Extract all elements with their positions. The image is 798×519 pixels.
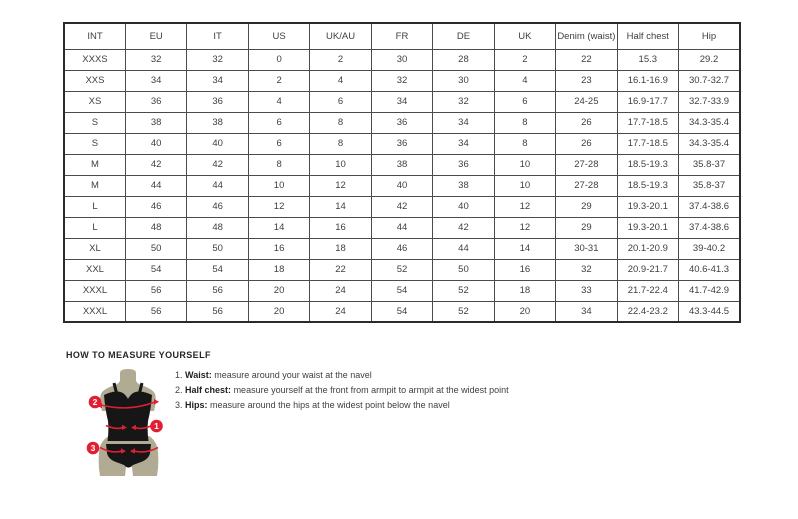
table-cell: 12 xyxy=(494,217,555,238)
table-cell: 32 xyxy=(556,259,617,280)
table-cell: 54 xyxy=(371,301,432,322)
hips-marker xyxy=(87,442,100,455)
table-row xyxy=(64,280,740,301)
table-cell: 20.9-21.7 xyxy=(617,259,678,280)
table-row xyxy=(64,196,740,217)
table-cell: 38 xyxy=(125,112,186,133)
table-cell: 52 xyxy=(371,259,432,280)
table-cell: 4 xyxy=(494,70,555,91)
table-cell: 18 xyxy=(248,259,309,280)
step-text: measure around your waist at the navel xyxy=(214,370,372,380)
table-row xyxy=(64,301,740,322)
table-cell: S xyxy=(64,133,125,154)
table-cell: 20 xyxy=(494,301,555,322)
table-cell: 48 xyxy=(125,217,186,238)
column-header: US xyxy=(248,23,309,49)
table-cell: 24-25 xyxy=(556,91,617,112)
table-cell: 42 xyxy=(433,217,494,238)
step-label: Half chest: xyxy=(185,385,232,395)
table-cell: 46 xyxy=(187,196,248,217)
table-cell: XXS xyxy=(64,70,125,91)
table-cell: 6 xyxy=(310,91,371,112)
table-cell: 42 xyxy=(371,196,432,217)
table-cell: 33 xyxy=(556,280,617,301)
size-chart-body xyxy=(64,49,740,322)
table-cell: 32.7-33.9 xyxy=(679,91,740,112)
table-cell: 52 xyxy=(433,301,494,322)
table-cell: 30-31 xyxy=(556,238,617,259)
table-cell: 44 xyxy=(187,175,248,196)
table-cell: 16 xyxy=(248,238,309,259)
table-cell: 36 xyxy=(371,133,432,154)
table-cell: 16 xyxy=(494,259,555,280)
table-cell: 6 xyxy=(494,91,555,112)
table-cell: 42 xyxy=(187,154,248,175)
table-cell: 44 xyxy=(371,217,432,238)
table-cell: 19.3-20.1 xyxy=(617,196,678,217)
table-cell: 4 xyxy=(310,70,371,91)
table-cell: 26 xyxy=(556,112,617,133)
table-cell: 34 xyxy=(433,133,494,154)
table-cell: 8 xyxy=(310,133,371,154)
table-cell: 48 xyxy=(187,217,248,238)
table-cell: 30 xyxy=(433,70,494,91)
table-cell: 17.7-18.5 xyxy=(617,112,678,133)
table-row xyxy=(64,259,740,280)
table-cell: 28 xyxy=(433,49,494,70)
column-header: Half chest xyxy=(617,23,678,49)
table-cell: 56 xyxy=(125,280,186,301)
table-cell: 24 xyxy=(310,280,371,301)
table-cell: 12 xyxy=(310,175,371,196)
column-header: Denim (waist) xyxy=(556,23,617,49)
table-row xyxy=(64,238,740,259)
column-header: IT xyxy=(187,23,248,49)
table-cell: 50 xyxy=(187,238,248,259)
table-cell: 27-28 xyxy=(556,175,617,196)
table-cell: 10 xyxy=(494,175,555,196)
table-cell: M xyxy=(64,175,125,196)
table-cell: 24 xyxy=(310,301,371,322)
table-cell: 2 xyxy=(310,49,371,70)
table-cell: 37.4-38.6 xyxy=(679,217,740,238)
waist-marker-number: 1 xyxy=(154,421,159,431)
table-cell: 26 xyxy=(556,133,617,154)
table-cell: 8 xyxy=(248,154,309,175)
table-cell: 2 xyxy=(494,49,555,70)
table-cell: 38 xyxy=(187,112,248,133)
table-cell: 8 xyxy=(494,133,555,154)
column-header: Hip xyxy=(679,23,740,49)
table-cell: 34 xyxy=(187,70,248,91)
table-cell: 10 xyxy=(494,154,555,175)
table-cell: 34.3-35.4 xyxy=(679,133,740,154)
table-cell: 18 xyxy=(494,280,555,301)
table-cell: 50 xyxy=(433,259,494,280)
table-cell: XS xyxy=(64,91,125,112)
table-cell: 46 xyxy=(125,196,186,217)
table-cell: 29.2 xyxy=(679,49,740,70)
table-cell: 16.1-16.9 xyxy=(617,70,678,91)
table-cell: 14 xyxy=(248,217,309,238)
step-text: measure around the hips at the widest point below the navel xyxy=(210,400,450,410)
table-cell: 44 xyxy=(125,175,186,196)
header-row xyxy=(64,23,740,49)
table-cell: 34 xyxy=(371,91,432,112)
column-header: UK/AU xyxy=(310,23,371,49)
table-cell: L xyxy=(64,196,125,217)
table-cell: 43.3-44.5 xyxy=(679,301,740,322)
measure-steps xyxy=(175,368,509,413)
measure-step-hips xyxy=(175,398,509,413)
column-header: EU xyxy=(125,23,186,49)
half-chest-marker-number: 2 xyxy=(92,397,98,407)
table-cell: 12 xyxy=(494,196,555,217)
table-cell: 41.7-42.9 xyxy=(679,280,740,301)
table-cell: 56 xyxy=(187,280,248,301)
table-cell: 34 xyxy=(556,301,617,322)
table-cell: 18.5-19.3 xyxy=(617,175,678,196)
table-cell: 36 xyxy=(125,91,186,112)
measure-section-title: HOW TO MEASURE YOURSELF xyxy=(66,350,211,360)
table-cell: 52 xyxy=(433,280,494,301)
step-text: measure yourself at the front from armpit to armpit at the widest point xyxy=(233,385,509,395)
table-cell: 46 xyxy=(371,238,432,259)
table-cell: 21.7-22.4 xyxy=(617,280,678,301)
table-cell: 34 xyxy=(125,70,186,91)
table-cell: 54 xyxy=(125,259,186,280)
table-cell: L xyxy=(64,217,125,238)
table-cell: 2 xyxy=(248,70,309,91)
table-cell: XXXL xyxy=(64,301,125,322)
table-cell: 36 xyxy=(371,112,432,133)
table-row xyxy=(64,154,740,175)
table-cell: 16 xyxy=(310,217,371,238)
table-cell: 56 xyxy=(187,301,248,322)
table-cell: 39-40.2 xyxy=(679,238,740,259)
table-cell: XXXS xyxy=(64,49,125,70)
table-cell: 12 xyxy=(248,196,309,217)
table-cell: 0 xyxy=(248,49,309,70)
table-cell: 34 xyxy=(433,112,494,133)
table-cell: 6 xyxy=(248,133,309,154)
column-header: FR xyxy=(371,23,432,49)
table-cell: 15.3 xyxy=(617,49,678,70)
table-cell: 8 xyxy=(494,112,555,133)
hips-marker-number: 3 xyxy=(90,443,96,453)
table-row xyxy=(64,70,740,91)
table-row xyxy=(64,217,740,238)
table-cell: 18 xyxy=(310,238,371,259)
column-header: INT xyxy=(64,23,125,49)
table-cell: 32 xyxy=(125,49,186,70)
table-cell: 27-28 xyxy=(556,154,617,175)
table-row xyxy=(64,91,740,112)
table-cell: 6 xyxy=(248,112,309,133)
table-cell: 36 xyxy=(187,91,248,112)
table-cell: XXXL xyxy=(64,280,125,301)
size-chart-header xyxy=(64,23,740,49)
column-header: UK xyxy=(494,23,555,49)
table-cell: XL xyxy=(64,238,125,259)
table-cell: 40 xyxy=(433,196,494,217)
table-cell: 30.7-32.7 xyxy=(679,70,740,91)
table-cell: 20 xyxy=(248,280,309,301)
step-number: 3. xyxy=(175,400,183,410)
table-row xyxy=(64,175,740,196)
table-cell: S xyxy=(64,112,125,133)
table-cell: 40 xyxy=(125,133,186,154)
column-header: DE xyxy=(433,23,494,49)
table-cell: 40 xyxy=(371,175,432,196)
table-cell: 20.1-20.9 xyxy=(617,238,678,259)
table-cell: 32 xyxy=(433,91,494,112)
table-cell: 42 xyxy=(125,154,186,175)
table-cell: 37.4-38.6 xyxy=(679,196,740,217)
size-chart-table xyxy=(63,22,741,323)
table-cell: 38 xyxy=(371,154,432,175)
table-cell: 14 xyxy=(310,196,371,217)
measure-step-waist xyxy=(175,368,509,383)
table-cell: 38 xyxy=(433,175,494,196)
half-chest-marker xyxy=(89,396,102,409)
step-number: 1. xyxy=(175,370,183,380)
table-cell: 50 xyxy=(125,238,186,259)
table-cell: M xyxy=(64,154,125,175)
table-cell: 44 xyxy=(433,238,494,259)
table-cell: 29 xyxy=(556,196,617,217)
waist-marker xyxy=(150,420,163,433)
step-label: Hips: xyxy=(185,400,208,410)
table-cell: 40 xyxy=(187,133,248,154)
table-cell: 54 xyxy=(187,259,248,280)
table-row xyxy=(64,49,740,70)
table-cell: 19.3-20.1 xyxy=(617,217,678,238)
step-number: 2. xyxy=(175,385,183,395)
table-cell: 32 xyxy=(371,70,432,91)
table-cell: 35.8-37 xyxy=(679,175,740,196)
step-label: Waist: xyxy=(185,370,212,380)
table-row xyxy=(64,133,740,154)
table-cell: 30 xyxy=(371,49,432,70)
table-cell: 20 xyxy=(248,301,309,322)
table-cell: 22 xyxy=(310,259,371,280)
table-cell: 8 xyxy=(310,112,371,133)
table-cell: 10 xyxy=(248,175,309,196)
table-cell: 17.7-18.5 xyxy=(617,133,678,154)
table-cell: 22 xyxy=(556,49,617,70)
table-row xyxy=(64,112,740,133)
table-cell: 40.6-41.3 xyxy=(679,259,740,280)
table-cell: 32 xyxy=(187,49,248,70)
table-cell: XXL xyxy=(64,259,125,280)
table-cell: 23 xyxy=(556,70,617,91)
table-cell: 34.3-35.4 xyxy=(679,112,740,133)
table-cell: 22.4-23.2 xyxy=(617,301,678,322)
table-cell: 16.9-17.7 xyxy=(617,91,678,112)
table-cell: 18.5-19.3 xyxy=(617,154,678,175)
table-cell: 29 xyxy=(556,217,617,238)
table-cell: 35.8-37 xyxy=(679,154,740,175)
table-cell: 14 xyxy=(494,238,555,259)
table-cell: 54 xyxy=(371,280,432,301)
table-cell: 56 xyxy=(125,301,186,322)
table-cell: 36 xyxy=(433,154,494,175)
half-chest-arrow-right xyxy=(154,399,159,405)
measure-step-half-chest xyxy=(175,383,509,398)
table-cell: 4 xyxy=(248,91,309,112)
table-cell: 10 xyxy=(310,154,371,175)
